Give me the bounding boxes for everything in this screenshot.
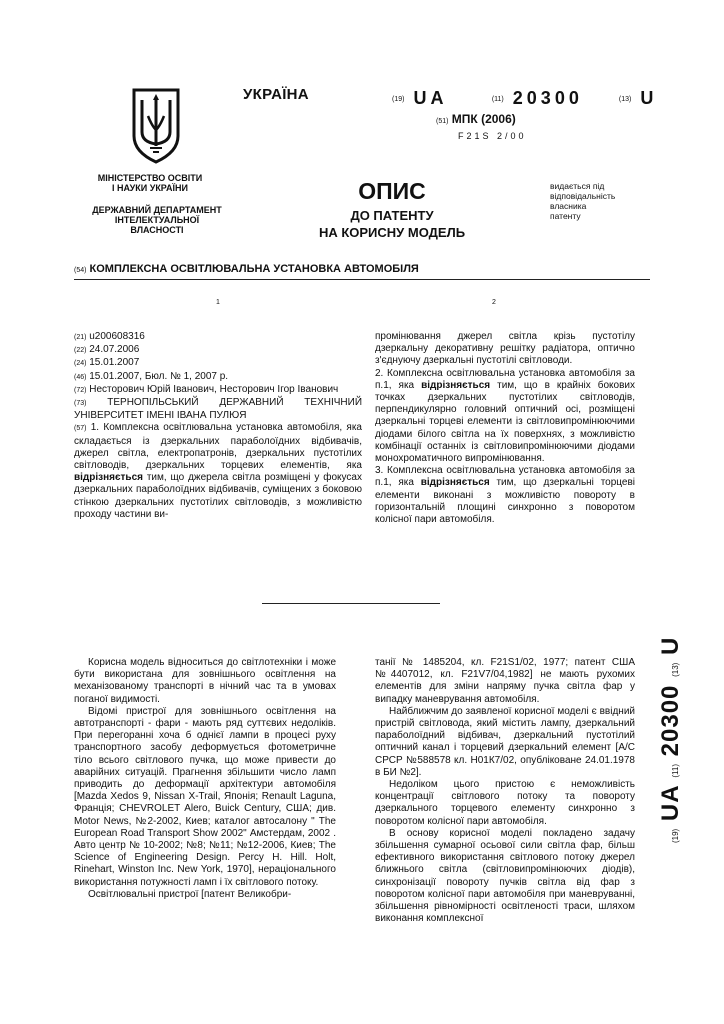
issued-note-line-1: видається під — [550, 181, 605, 191]
invention-title-line — [74, 263, 419, 275]
country-name: УКРАЇНА — [243, 86, 309, 103]
publication-info: 15.01.2007, Бюл. № 1, 2007 р. — [89, 370, 229, 382]
side-inid-code-13: (13) — [671, 662, 680, 677]
inid-code-13: (13) — [618, 95, 632, 103]
claim-1-text-a: 1. Комплексна освітлювальна установка автомобіля, яка складається із дзеркальних параболоїдних відбивачів, джерел світла, електропатронів, дзеркальних пустотілих світловодів, дзеркальних торцевих елементів, яка — [74, 422, 362, 472]
inid-code-11: (11) — [491, 95, 504, 103]
claim-2-text-a: 2. Комплексна освітлювальна установка автомобіля за п.1, яка — [375, 367, 635, 391]
inid-code-57: (57) — [74, 425, 87, 433]
side-patent-number: 20300 — [657, 684, 684, 757]
claim-3-text-b: тим, що дзеркальні торцеві елементи виконані з можливістю повороту в горизонтальній площині синхронно з поворотом колісної пари автомобіля. — [375, 477, 635, 526]
column-number-2: 2 — [492, 299, 496, 306]
claim-2-distinguishing-word: відрізняється — [421, 379, 491, 391]
claim-2-text-b: тим, що в крайніх бокових точках дзеркальних пустотілих світловодів, перпендикулярно головний оптичний осі, розміщені дзеркальні торцеві елементи із світловипромінюючими діодами білого світла на їх поверхнях, з можливістю комбінації останніх із світловипромінюючими діодами монохроматичного випромінювання. — [375, 379, 636, 465]
claim-1-continuation: промінювання джерел світла крізь пустотілу дзеркальну декоративну решітку радіатора, оптично з'єднуючу дзеркальні пустотілі світловоди. — [375, 331, 635, 367]
claims-end-separator — [262, 603, 440, 604]
description-paragraph: Корисна модель відноситься до світлотехніки і може бути використана для зовнішнього освітлення на механізованому транспорті в нічний час та в умовах поганої видимості. — [74, 657, 336, 705]
patent-number-line — [392, 88, 657, 109]
description-paragraph: танії № 1485204, кл. F21S1/02, 1977; патент США №4407012, кл. F21V7/04,1982] не мають рухомих елементів для зміни напряму пучка світла фар у випадку маневрування автомобіля. — [375, 657, 635, 705]
filing-date: 24.07.2006 — [89, 344, 140, 356]
inid-code-21: (21) — [74, 334, 87, 341]
issued-note-line-3: власника — [550, 201, 587, 211]
claim-3-text-a: 3. Комплексна освітлювальна установка автомобіля за п.1, яка — [375, 465, 635, 489]
country-code: UA — [413, 88, 447, 108]
description-paragraph: Недоліком цього пристою є неможливість концентрації світлового потоку та повороту дзеркального торцевого елементу синхронно з поворотом колісної пари автомобіля. — [375, 779, 635, 827]
side-patent-kind: U — [657, 636, 684, 655]
side-inid-code-19: (19) — [671, 828, 680, 843]
ministry-name — [90, 173, 210, 193]
inid-code-72: (72) — [74, 386, 87, 394]
description-paragraph: Найближчим до заявленої корисної моделі є ввідний пристрій світловода, який містить лампу, дзеркальний параболоїдний відбивач, дзеркальний пустотілий оптичний канал і торцевий дзеркальний елемент [А/С СРСР №588578 кл. Н01К7/02, опубліковане 24.01.1978 в БИ №2]. — [375, 705, 635, 778]
inid-code-22: (22) — [74, 347, 87, 355]
bibliographic-data — [74, 331, 362, 521]
description-paragraph: Освітлювальні пристрої [патент Великобри- — [88, 888, 292, 900]
patent-number: 20300 — [512, 88, 583, 108]
title-divider — [74, 279, 650, 280]
issued-note-line-2: відповідальність — [550, 191, 616, 201]
issued-note-line-4: патенту — [550, 211, 581, 221]
inventors: Несторович Юрій Іванович, Несторович Ігор Іванович — [89, 383, 339, 395]
inid-code-24: (24) — [74, 360, 87, 368]
department-line-3: ВЛАСНОСТІ — [130, 225, 184, 235]
description-paragraph: Відомі пристрої для зовнішнього освітлення на автотранспорті - фари - мають ряд суттєвих недоліків. При перегоранні хоча б однієї лампи в процесі руху транспортного засобу деформується фотометричне тіло всього світлового пучка, що може привести до аварійних ситуацій. Прагнення збільшити число ламп приводить до деформації архітектури автомобіля [Mazda Xedos 9, Nissan X-Trail, Японія; Renault Laguna, Франція; CHEVROLET Alero, Buick Century, США; див. Motor News, №2-2002, Киев; каталог автосалону " The European Road Transport Show 2002" Амстердам, 2002 . Авто центр № 10-2002; №8; №11; №12-2006, Киев; The Science of Engineering Design. Percy H. Hill. Holt, Rinehart, Winston Inc. New York, 1970], нераціонального використання потужності ламп і їх світлового потоку. — [74, 705, 336, 888]
ministry-line-2: І НАУКИ УКРАЇНИ — [112, 183, 188, 193]
coat-of-arms-trident-icon — [130, 86, 182, 164]
invention-title: КОМПЛЕКСНА ОСВІТЛЮВАЛЬНА УСТАНОВКА АВТОМОБІЛЯ — [89, 263, 419, 275]
department-line-1: ДЕРЖАВНИЙ ДЕПАРТАМЕНТ — [92, 205, 222, 215]
ministry-line-1: МІНІСТЕРСТВО ОСВІТИ — [97, 173, 203, 183]
patent-kind: U — [640, 88, 658, 108]
inid-code-54: (54) — [74, 267, 87, 274]
description-paragraph: В основу корисної моделі покладено задачу збільшення сумарної осьової сили світла фар, більш ефективного використання світлового потоку джерел ближнього світла (світловипромінюючих діодів), синхронізації повороту пучків світла від фар з поворотом колісної пари автомобіля при маневруванні, збільшення рівномірності освітленості траси, шляхом виконання комплексної — [375, 827, 635, 925]
department-name — [82, 205, 232, 235]
description-column-left — [74, 657, 336, 901]
claim-1-text-b: тим, що джерела світла розміщені у фокусах дзеркальних параболоїдних відбивачів, суміщених з боковою стінкою дзеркальних пустотілих світловодів, з можливістю проходу частини ви- — [74, 472, 362, 520]
inid-code-51: (51) — [436, 118, 449, 125]
ipc-label: МПК (2006) — [451, 112, 516, 126]
side-inid-code-11: (11) — [671, 764, 680, 778]
document-type-subtitle-1: ДО ПАТЕНТУ — [350, 208, 434, 223]
claim-1-distinguishing-word: відрізняється — [74, 472, 143, 484]
side-patent-label — [657, 636, 684, 843]
effective-date: 15.01.2007 — [89, 357, 140, 369]
department-line-2: ІНТЕЛЕКТУАЛЬНОЇ — [114, 215, 200, 225]
column-number-1: 1 — [216, 299, 220, 306]
inid-code-19: (19) — [392, 95, 405, 103]
application-number: u200608316 — [89, 331, 145, 342]
claims-continued — [375, 331, 635, 526]
description-column-right — [375, 657, 635, 925]
document-type-title: ОПИС — [358, 178, 426, 204]
ipc-code: F21S 2/00 — [458, 131, 527, 141]
patent-owner: ТЕРНОПІЛЬСЬКИЙ ДЕРЖАВНИЙ ТЕХНІЧНИЙ УНІВЕРСИТЕТ ІМЕНІ ІВАНА ПУЛЮЯ — [74, 397, 363, 422]
document-type-subtitle-2: НА КОРИСНУ МОДЕЛЬ — [318, 225, 466, 240]
ipc-line — [436, 112, 516, 126]
inid-code-73: (73) — [74, 400, 87, 408]
claim-3-distinguishing-word: відрізняється — [420, 477, 490, 489]
inid-code-46: (46) — [74, 373, 87, 381]
issued-note — [550, 181, 615, 221]
side-country-code: UA — [657, 785, 684, 822]
